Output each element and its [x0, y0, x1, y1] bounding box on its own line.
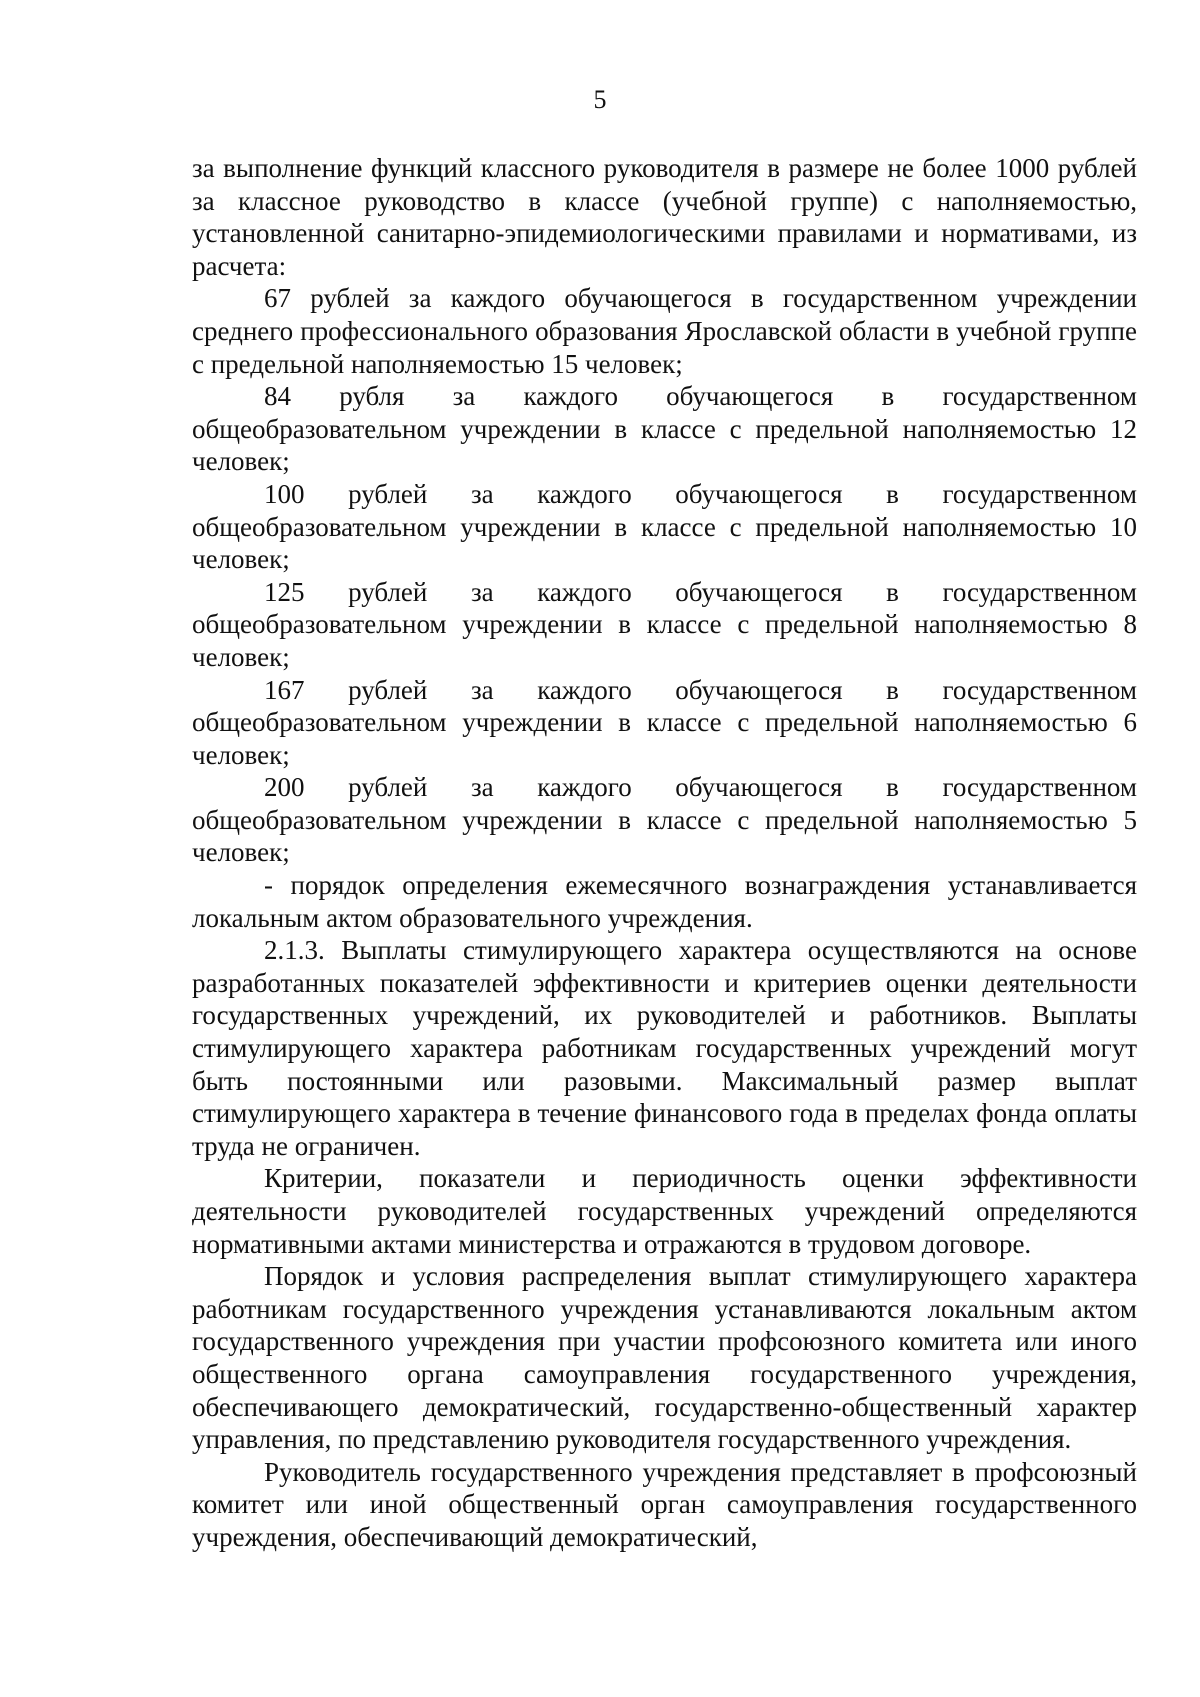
paragraph-rate-6: 167 рублей за каждого обучающегося в государственном общеобразовательном учреждении в классе с предельной наполняемостью 6 человек;: [192, 674, 1137, 770]
page-number: 5: [593, 85, 607, 114]
paragraph-rate-8: 125 рублей за каждого обучающегося в государственном общеобразовательном учреждении в классе с предельной наполняемостью 8 человек;: [192, 576, 1137, 672]
paragraph-reward-order: - порядок определения ежемесячного вознаграждения устанавливается локальным актом образовательного учреждения.: [192, 870, 1137, 933]
document-body: [192, 152, 1137, 1554]
paragraph-section-2-1-3: 2.1.3. Выплаты стимулирующего характера осуществляются на основе разработанных показателей эффективности и критериев оценки деятельности государственных учреждений, их руководителей и работников. Выплаты стимулирующего характера работникам государственных учреждений могут быть постоянными или разовыми. Максимальный размер выплат стимулирующего характера в течение финансового года в пределах фонда оплаты труда не ограничен.: [192, 935, 1137, 1161]
paragraph-criteria: Критерии, показатели и периодичность оценки эффективности деятельности руководителей государственных учреждений определяются нормативными актами министерства и отражаются в трудовом договоре.: [192, 1163, 1137, 1259]
paragraph-distribution-order: Порядок и условия распределения выплат стимулирующего характера работникам государственного учреждения устанавливаются локальным актом государственного учреждения при участии профсоюзного комитета или иного общественного органа самоуправления государственного учреждения, обеспечивающего демократический, государственно-общественный характер управления, по представлению руководителя государственного учреждения.: [192, 1261, 1137, 1455]
paragraph-rate-10: 100 рублей за каждого обучающегося в государственном общеобразовательном учреждении в классе с предельной наполняемостью 10 человек;: [192, 478, 1137, 575]
paragraph-head-submits: Руководитель государственного учреждения представляет в профсоюзный комитет или иной общественный орган самоуправления государственного учреждения, обеспечивающий демократический,: [192, 1456, 1137, 1552]
paragraph-rate-12: 84 рубля за каждого обучающегося в государственном общеобразовательном учреждении в классе с предельной наполняемостью 12 человек;: [192, 381, 1137, 477]
paragraph-intro: за выполнение функций классного руководителя в размере не более 1000 рублей за классное руководство в классе (учебной группе) с наполняемостью, установленной санитарно-эпидемиологическими правилами и нормативами, из расчета:: [192, 153, 1137, 281]
paragraph-rate-15: 67 рублей за каждого обучающегося в государственном учреждении среднего профессионального образования Ярославской области в учебной группе с предельной наполняемостью 15 человек;: [192, 283, 1137, 379]
paragraph-rate-5: 200 рублей за каждого обучающегося в государственном общеобразовательном учреждении в классе с предельной наполняемостью 5 человек;: [192, 772, 1137, 868]
